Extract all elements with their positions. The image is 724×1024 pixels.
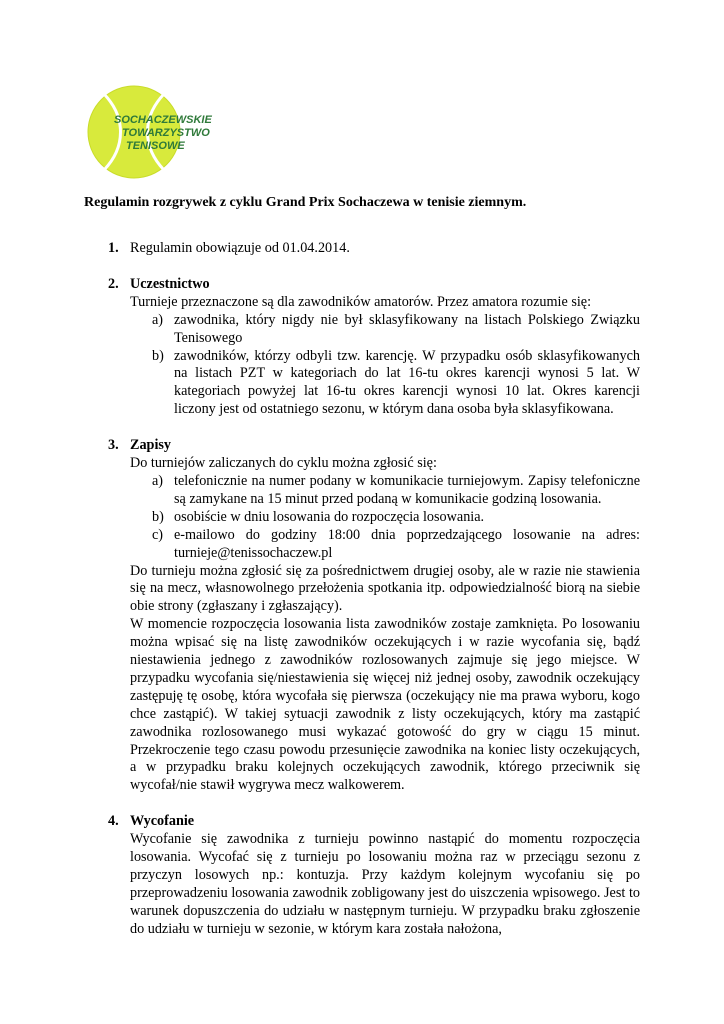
- list: [130, 312, 640, 419]
- section-1: [108, 240, 640, 258]
- list-label: b): [152, 508, 164, 525]
- club-logo: [84, 82, 244, 182]
- list-label: b): [152, 347, 164, 364]
- list-item: [152, 527, 640, 563]
- document-body: [108, 240, 640, 957]
- list-item-text: e-mailowo do godziny 18:00 dnia poprzedzającego losowanie na adres: turnieje@tenissochaczew.pl: [174, 526, 640, 561]
- list-item: [152, 509, 640, 527]
- section-heading: Zapisy: [130, 437, 172, 454]
- logo-line-3: TENISOWE: [126, 140, 185, 152]
- list-item-text: zawodników, którzy odbyli tzw. karencję. W przypadku osób sklasyfikowanych na listach PZT w kategoriach do lat 16-tu okres karencji wynosi 5 lat. W kategoriach powyżej lat 16-tu okres karencji wynosi 10 lat. Okres karencji liczony jest od ostatniego sezonu, w którym dana osoba była sklasyfikowana.: [174, 347, 640, 418]
- list-item: [152, 348, 640, 420]
- list-item: [152, 312, 640, 348]
- tennis-ball-logo-icon: [84, 82, 244, 182]
- section-2-intro: Turnieje przeznaczone są dla zawodników amatorów. Przez amatora rozumie się:: [130, 293, 592, 310]
- section-3: [108, 437, 640, 795]
- logo-line-2: TOWARZYSTWO: [122, 127, 210, 139]
- list-item-text: telefonicznie na numer podany w komunikacie turniejowym. Zapisy telefoniczne są zamykane na 15 minut przed podaną w komunikacie godziną losowania.: [174, 472, 640, 507]
- list: [130, 473, 640, 563]
- section-4-paragraph: Wycofanie się zawodnika z turnieju powinno nastąpić do momentu rozpoczęcia losowania. Wycofać się z turnieju po losowaniu można raz w przeciągu sezonu z przyczyn losowych np.: kontuzja. Przy każdym kolejnym wycofaniu się po przeprowadzeniu losowania zawodnik zobligowany jest do uiszczenia wpisowego. Jest to warunek dopuszczenia do udziału w następnym turnieju. W przypadku braku zgłoszenie do udziału w turnieju w sezonie, w którym kara została nałożona,: [130, 831, 640, 937]
- section-3-paragraph-1: Do turnieju można zgłosić się za pośrednictwem drugiej osoby, ale w razie nie stawienia się na mecz, własnowolnego przełożenia spotkania itp. odpowiedzialność biorą na siebie obie strony (zgłaszany i zgłaszający).: [130, 562, 640, 615]
- list-label: c): [152, 526, 164, 543]
- list-item: [152, 473, 640, 509]
- section-heading: Wycofanie: [130, 813, 195, 830]
- list-label: a): [152, 472, 164, 489]
- logo-line-1: SOCHACZEWSKIE: [114, 114, 212, 126]
- list-item-text: osobiście w dniu losowania do rozpoczęcia losowania.: [174, 508, 485, 525]
- list-label: a): [152, 311, 164, 328]
- list-item-text: zawodnika, który nigdy nie był sklasyfikowany na listach Polskiego Związku Tenisowego: [174, 311, 640, 346]
- section-3-intro: Do turniejów zaliczanych do cyklu można zgłosić się:: [130, 455, 437, 472]
- section-3-paragraph-2: W momencie rozpoczęcia losowania lista zawodników zostaje zamknięta. Po losowaniu można wpisać się na listę zawodników oczekujących i w razie wycofania się, bądź niestawienia jednego z zawodników rozlosowanych zajmuje się jego miejsce. W przypadku wycofania się/niestawienia się więcej niż jednej osoby, zawodnik oczekujący zastępuję tę osobę, która wycofała się pierwsza (oczekujący nie ma prawa wyboru, kogo chce zastąpić). W takiej sytuacji zawodnik z listy oczekujących, który ma zastąpić zawodnika rozlosowanego musi wykazać gotowość do gry w ciągu 15 minut. Przekroczenie tego czasu powodu przesunięcie zawodnika na koniec listy oczekujących, a w przypadku braku kolejnych oczekujących zawodnik, którego przeciwnik się wycofał/nie stawił wygrywa mecz walkowerem.: [130, 616, 640, 794]
- section-number: 4.: [108, 813, 119, 830]
- section-1-text: Regulamin obowiązuje od 01.04.2014.: [130, 240, 350, 256]
- section-number: 2.: [108, 275, 119, 292]
- section-number: 1.: [108, 240, 119, 256]
- section-heading: Uczestnictwo: [130, 275, 210, 292]
- document-title: Regulamin rozgrywek z cyklu Grand Prix Sochaczewa w tenisie ziemnym.: [84, 195, 527, 210]
- section-2: [108, 276, 640, 419]
- section-4: [108, 813, 640, 938]
- section-number: 3.: [108, 437, 119, 454]
